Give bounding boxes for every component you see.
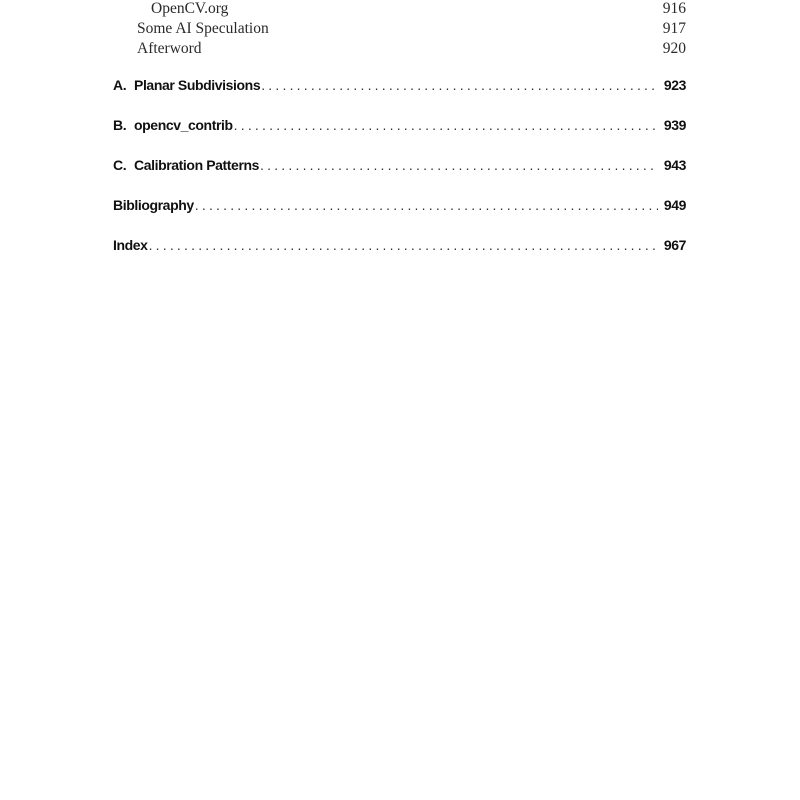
toc-subentry-title: Some AI Speculation — [137, 20, 269, 37]
toc-entry-letter: A. — [113, 77, 127, 93]
toc-entry-title: Bibliography — [113, 197, 194, 213]
toc-entry-appendix-b[interactable] — [113, 117, 686, 139]
toc-entry-page: 967 — [663, 237, 686, 253]
dot-leader — [261, 77, 658, 93]
toc-entry-bibliography[interactable] — [113, 197, 686, 219]
toc-entry-index[interactable] — [113, 237, 686, 259]
toc-entry-appendix-c[interactable] — [113, 157, 686, 179]
toc-subentry-page: 917 — [662, 20, 686, 37]
toc-subentry-title: OpenCV.org — [151, 0, 229, 17]
toc-entry-letter: C. — [113, 157, 127, 173]
toc-entry-page: 949 — [663, 197, 686, 213]
toc-subentry-title: Afterword — [137, 40, 202, 57]
toc-subentry-page: 920 — [662, 40, 686, 57]
toc-entry-title: opencv_contrib — [134, 117, 233, 133]
toc-entry-page: 943 — [663, 157, 686, 173]
toc-entry-letter: B. — [113, 117, 127, 133]
dot-leader — [149, 237, 658, 253]
toc-subentry-page: 916 — [662, 0, 686, 17]
dot-leader — [260, 157, 658, 173]
toc-entry-title: Calibration Patterns — [134, 157, 260, 173]
toc-entry-title: Planar Subdivisions — [134, 77, 261, 93]
dot-leader — [195, 197, 658, 213]
toc-entry-page: 939 — [663, 117, 686, 133]
dot-leader — [234, 117, 658, 133]
toc-entry-page: 923 — [663, 77, 686, 93]
toc-entry-title: Index — [113, 237, 148, 253]
toc-entry-appendix-a[interactable] — [113, 77, 686, 99]
